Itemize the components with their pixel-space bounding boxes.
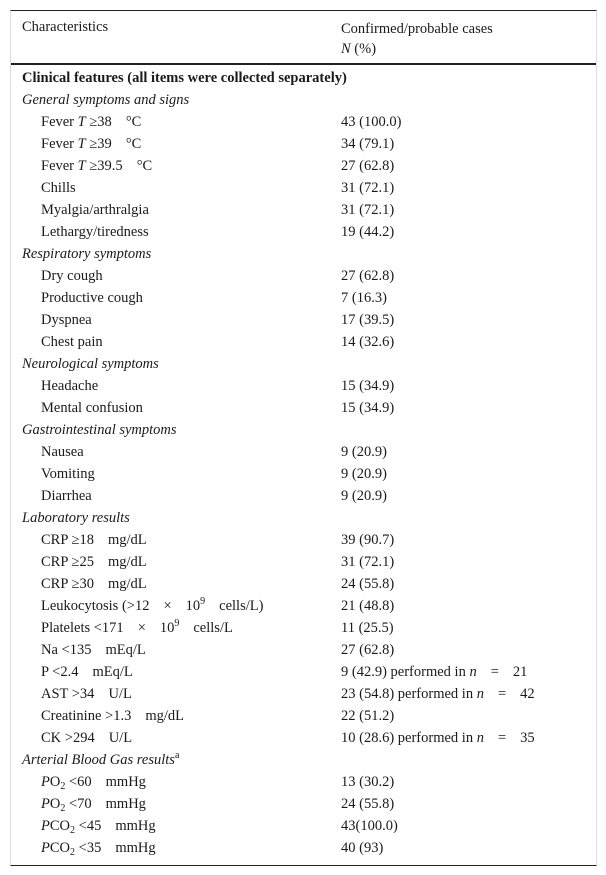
section-respiratory: Respiratory symptoms bbox=[22, 246, 152, 262]
table-row: Dyspnea 17 (39.5) bbox=[41, 312, 395, 328]
table-row: Vomiting 9 (20.9) bbox=[41, 466, 387, 482]
table-row: Myalgia/arthralgia 31 (72.1) bbox=[41, 202, 395, 218]
table-row: Headache 15 (34.9) bbox=[41, 378, 395, 394]
table-row: $PCO_2 <35$ mmHg 40 (93) bbox=[41, 840, 384, 858]
table-row: $PCO_2 <45$ mmHg 43(100.0) bbox=[41, 818, 398, 836]
table-row: Dry cough 27 (62.8) bbox=[41, 268, 395, 284]
main-heading: Clinical features (all items were collected separately) bbox=[22, 70, 347, 86]
table-row: Creatinine >1.3 mg/dL 22 (51.2) bbox=[41, 708, 395, 724]
table-row: $PO_2 <70$ mmHg 24 (55.8) bbox=[41, 796, 395, 814]
table-row: AST >34 U/L 23 (54.8) performed in n = 42 bbox=[41, 686, 535, 702]
table-row: Productive cough 7 (16.3) bbox=[41, 290, 387, 306]
table-row: Leukocytosis ($>12 \times 10^9$ cells/L) 21 (48.8) bbox=[41, 596, 395, 614]
table-row: Diarrhea 9 (20.9) bbox=[41, 488, 387, 504]
table-row: Chills 31 (72.1) bbox=[41, 180, 395, 196]
table-row: Chest pain 14 (32.6) bbox=[41, 334, 395, 350]
section-neurological: Neurological symptoms bbox=[22, 356, 159, 372]
table-row: P <2.4 mEq/L 9 (42.9) performed in n = 21 bbox=[41, 664, 528, 680]
table-row: CRP ≥18 mg/dL 39 (90.7) bbox=[41, 532, 395, 548]
section-laboratory: Laboratory results bbox=[22, 510, 130, 526]
header-characteristics: Characteristics bbox=[22, 19, 109, 35]
table-row: Lethargy/tiredness 19 (44.2) bbox=[41, 224, 395, 240]
table-row: Platelets $<171 \times 10^9$ cells/L 11 (25.5) bbox=[41, 618, 394, 636]
table-row: CRP ≥25 mg/dL 31 (72.1) bbox=[41, 554, 395, 570]
header-cases: Confirmed/probable cases N (%) bbox=[341, 21, 493, 57]
main-heading-row bbox=[11, 67, 596, 89]
table-header bbox=[11, 11, 596, 65]
section-arterial-blood-gas: Arterial Blood Gas results$^a$ bbox=[22, 750, 180, 768]
table-row: Mental confusion 15 (34.9) bbox=[41, 400, 395, 416]
table-row: Nausea 9 (20.9) bbox=[41, 444, 387, 460]
table-row: Fever T ≥39 °C 34 (79.1) bbox=[41, 136, 395, 152]
table-row: CRP ≥30 mg/dL 24 (55.8) bbox=[41, 576, 395, 592]
table-row: Fever T ≥39.5 °C 27 (62.8) bbox=[41, 158, 395, 174]
table-row: CK >294 U/L 10 (28.6) performed in n = 35 bbox=[41, 730, 535, 746]
section-gastrointestinal: Gastrointestinal symptoms bbox=[22, 422, 177, 438]
table-row: $PO_2 <60$ mmHg 13 (30.2) bbox=[41, 774, 395, 792]
table-row: Na <135 mEq/L 27 (62.8) bbox=[41, 642, 395, 658]
table-row: Fever T ≥38 °C 43 (100.0) bbox=[41, 114, 402, 130]
section-general: General symptoms and signs bbox=[22, 92, 190, 108]
clinical-features-table bbox=[10, 10, 597, 866]
